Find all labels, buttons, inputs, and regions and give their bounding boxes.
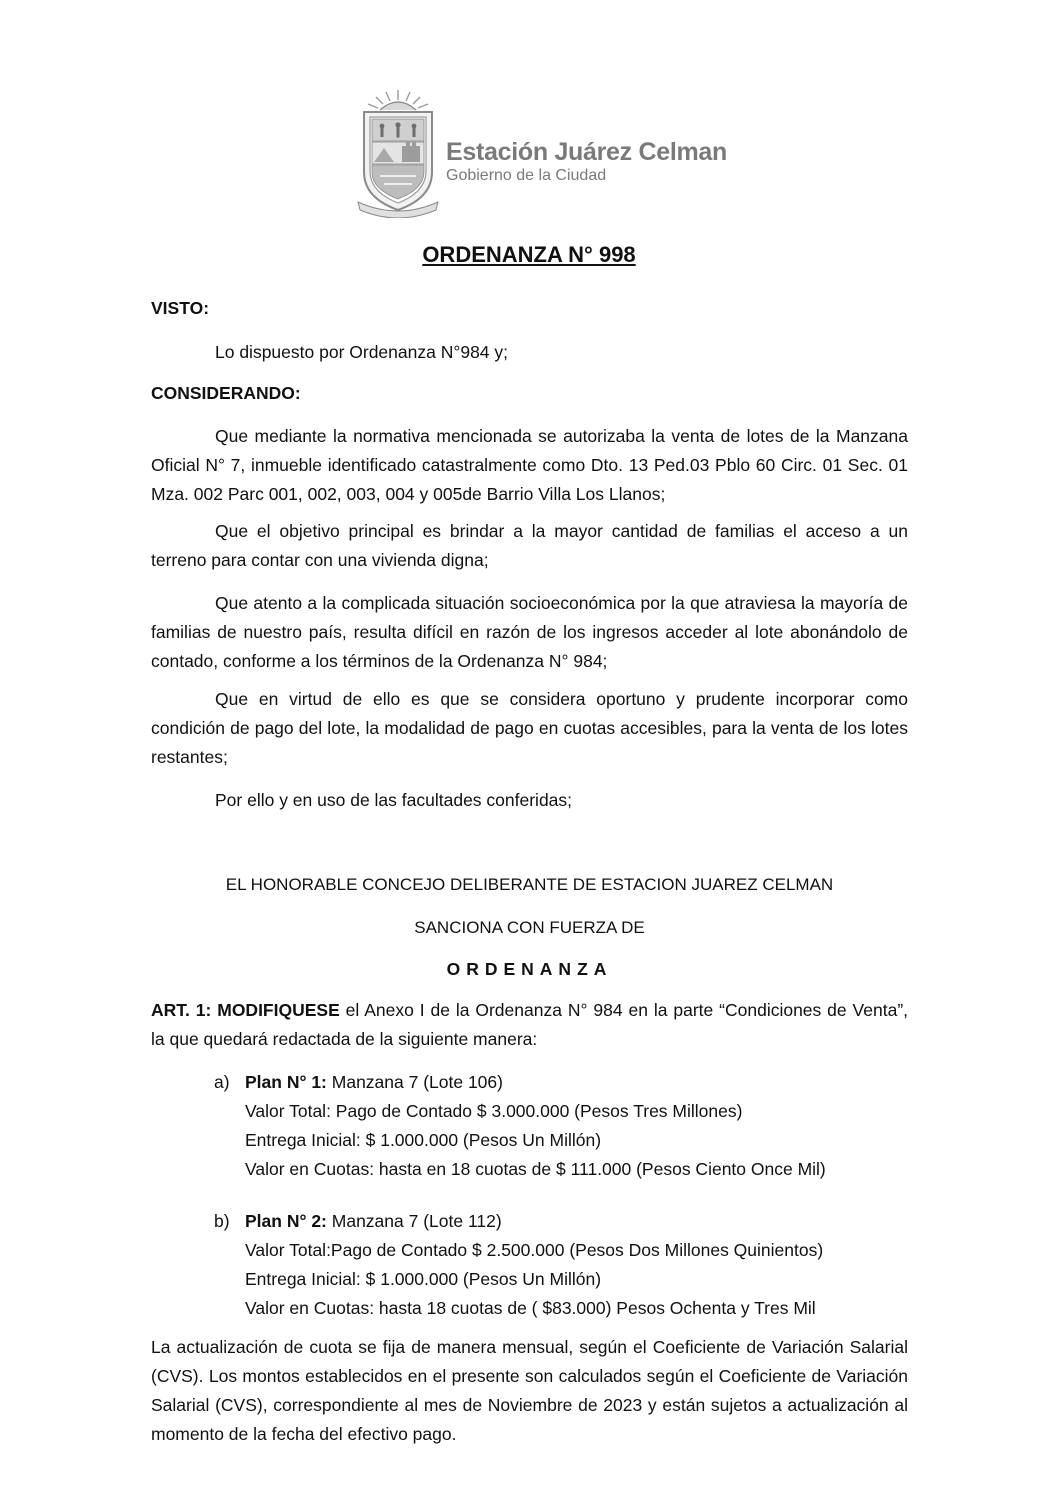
- plan-line: Valor en Cuotas: hasta en 18 cuotas de $ 111.000 (Pesos Ciento Once Mil): [245, 1159, 826, 1179]
- plan-item: [214, 1207, 914, 1323]
- plan-line: Entrega Inicial: $ 1.000.000 (Pesos Un Millón): [245, 1130, 602, 1150]
- city-crest-logo: [350, 86, 446, 218]
- page-title: ORDENANZA N° 998: [422, 242, 636, 267]
- paragraph-3: Que atento a la complicada situación socioeconómica por la que atraviesa la mayoría de familias de nuestro país, resulta difícil en razón de los ingresos acceder al lote abonándolo de contado, conforme a los términos de la Ordenanza N° 984;: [151, 593, 908, 671]
- ordenanza-heading: ORDENANZA: [446, 959, 613, 979]
- plan-line: Entrega Inicial: $ 1.000.000 (Pesos Un Millón): [245, 1269, 602, 1289]
- article-1: [151, 996, 908, 1054]
- plan-line: Valor Total:Pago de Contado $ 2.500.000 (Pesos Dos Millones Quinientos): [245, 1240, 824, 1260]
- article-1-text: el Anexo I de la Ordenanza N° 984 en la parte “Condiciones de Venta”, la que quedará redactada de la siguiente manera:: [151, 1000, 909, 1049]
- plan-title: Manzana 7 (Lote 106): [326, 1072, 503, 1092]
- paragraph-2: Que el objetivo principal es brindar a la mayor cantidad de familias el acceso a un terreno para contar con una vivienda digna;: [151, 521, 908, 570]
- brand-name: Estación Juárez Celman: [446, 138, 728, 166]
- letterhead: [350, 86, 728, 222]
- article-1-label: ART. 1: MODIFIQUESE: [151, 1000, 340, 1020]
- visto-text: Lo dispuesto por Ordenanza N°984 y;: [215, 342, 509, 362]
- plan-item: [214, 1068, 914, 1184]
- paragraph-4: Que en virtud de ello es que se considera oportuno y prudente incorporar como condición de pago del lote, la modalidad de pago en cuotas accesibles, para la venta de los lotes restantes;: [151, 689, 908, 767]
- plan-label: Plan N° 1:: [245, 1072, 327, 1092]
- final-paragraph: La actualización de cuota se fija de manera mensual, según el Coeficiente de Variación Salarial (CVS). Los montos establecidos en el presente son calculados según el Coeficiente de Variación Salarial (CVS), correspondiente al mes de Noviembre de 2023 y están sujetos a actualización al momento de la fecha del efectivo pago.: [151, 1337, 908, 1444]
- brand-block: [446, 138, 727, 185]
- visto-heading: VISTO:: [151, 298, 210, 318]
- plan-line: Valor en Cuotas: hasta 18 cuotas de ( $83.000) Pesos Ochenta y Tres Mil: [245, 1298, 816, 1318]
- sanciona-heading: SANCIONA CON FUERZA DE: [414, 918, 645, 937]
- plan-label: Plan N° 2:: [245, 1211, 327, 1231]
- paragraph-1: Que mediante la normativa mencionada se autorizaba la venta de lotes de la Manzana Oficial N° 7, inmueble identificado catastralmente como Dto. 13 Ped.03 Pblo 60 Circ. 01 Sec. 01 Mza. 002 Parc 001, 002, 003, 004 y 005de Barrio Villa Los Llanos;: [151, 426, 908, 504]
- plan-marker: b): [214, 1211, 230, 1231]
- considerando-heading: CONSIDERANDO:: [151, 383, 301, 403]
- plan-line: Valor Total: Pago de Contado $ 3.000.000 (Pesos Tres Millones): [245, 1101, 743, 1121]
- plan-marker: a): [214, 1072, 230, 1092]
- plan-title: Manzana 7 (Lote 112): [326, 1211, 502, 1231]
- paragraph-5: Por ello y en uso de las facultades conferidas;: [215, 790, 573, 810]
- brand-subtitle: Gobierno de la Ciudad: [446, 167, 607, 184]
- council-heading: EL HONORABLE CONCEJO DELIBERANTE DE ESTACION JUAREZ CELMAN: [225, 875, 834, 894]
